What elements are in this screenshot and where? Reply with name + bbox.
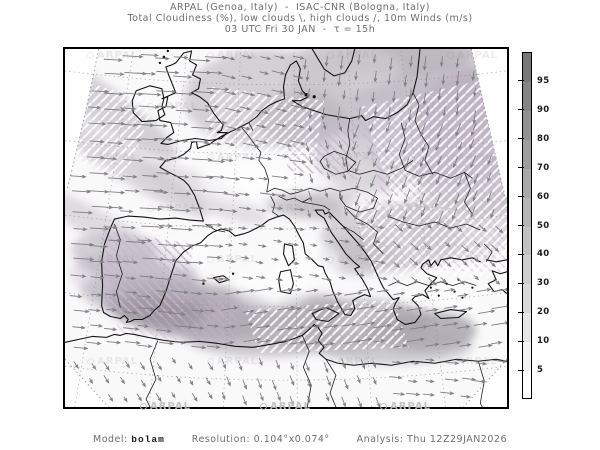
model-value: bolam bbox=[131, 434, 165, 445]
analysis-label: Analysis: bbox=[356, 434, 404, 445]
resolution-label: Resolution: bbox=[191, 434, 251, 445]
title-line-2: Total Cloudiness (%), low clouds \, high clouds /, 10m Winds (m/s) bbox=[127, 13, 473, 24]
colorbar-tick bbox=[518, 196, 524, 197]
colorbar-segment bbox=[523, 313, 532, 343]
colorbar-tick-label: 90 bbox=[537, 104, 550, 115]
colorbar-tick bbox=[518, 283, 524, 284]
colorbar-tick-label: 40 bbox=[537, 249, 550, 260]
colorbar-segment bbox=[523, 342, 532, 372]
colorbar-tick bbox=[518, 80, 524, 81]
watermark-text: ARPAL bbox=[270, 401, 311, 412]
colorbar-segment bbox=[523, 53, 532, 83]
colorbar-tick-label: 95 bbox=[537, 75, 550, 86]
colorbar-segment bbox=[523, 140, 532, 170]
colorbar-segment bbox=[523, 284, 532, 314]
colorbar-tick bbox=[518, 341, 524, 342]
colorbar-tick bbox=[518, 370, 524, 371]
resolution-group bbox=[192, 434, 330, 445]
analysis-value: Thu 12Z29JAN2026 bbox=[407, 434, 507, 445]
colorbar-tick bbox=[518, 109, 524, 110]
watermark-text: ARPAL bbox=[150, 401, 191, 412]
colorbar-segment bbox=[523, 82, 532, 112]
colorbar-tick bbox=[518, 225, 524, 226]
colorbar-segment bbox=[523, 111, 532, 141]
colorbar-tick bbox=[518, 138, 524, 139]
map-canvas bbox=[65, 49, 507, 407]
colorbar-segment bbox=[523, 169, 532, 199]
colorbar-segment bbox=[523, 227, 532, 257]
model-label: Model: bbox=[93, 434, 128, 445]
colorbar-tick bbox=[518, 167, 524, 168]
header bbox=[0, 2, 600, 35]
analysis-group bbox=[357, 434, 507, 445]
colorbar-tick-label: 60 bbox=[537, 191, 550, 202]
map-panel bbox=[63, 47, 509, 409]
colorbar-segment bbox=[523, 198, 532, 228]
title-line-1: ARPAL (Genoa, Italy) - ISAC-CNR (Bologna, Italy) bbox=[170, 2, 430, 13]
footer bbox=[93, 434, 507, 445]
colorbar-tick-label: 50 bbox=[537, 220, 550, 231]
title-line-3: 03 UTC Fri 30 JAN - τ = 15h bbox=[224, 24, 376, 35]
colorbar-tick-label: 30 bbox=[537, 278, 550, 289]
model-group bbox=[93, 434, 165, 445]
colorbar-tick-label: 5 bbox=[537, 365, 544, 376]
colorbar-tick-label: 80 bbox=[537, 133, 550, 144]
watermark-text: ARPAL bbox=[390, 401, 431, 412]
colorbar-tick bbox=[518, 312, 524, 313]
resolution-value: 0.104°x0.074° bbox=[253, 434, 330, 445]
colorbar-segment bbox=[523, 255, 532, 285]
colorbar-tick-label: 70 bbox=[537, 162, 550, 173]
colorbar-tick bbox=[518, 254, 524, 255]
colorbar-segment bbox=[523, 371, 532, 399]
colorbar-tick-label: 20 bbox=[537, 307, 550, 318]
colorbar-wrap bbox=[522, 52, 562, 399]
colorbar-tick-label: 10 bbox=[537, 336, 550, 347]
